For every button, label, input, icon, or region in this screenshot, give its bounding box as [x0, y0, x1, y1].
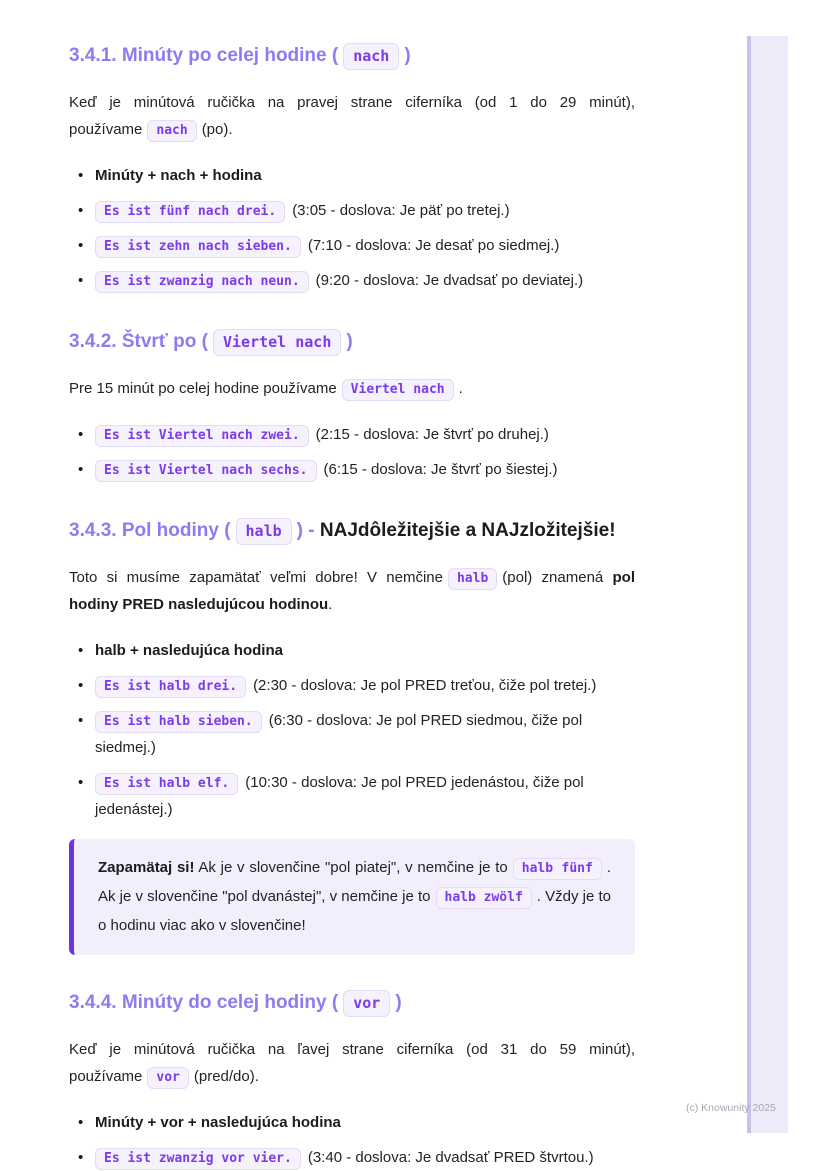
paragraph-text: Keď je minútová ručička na pravej strane ciferníka (od 1 do 29 minút), používame [69, 94, 635, 138]
paragraph-text: (po). [201, 121, 233, 138]
list-item-rule [69, 1109, 635, 1136]
paragraph-text: (pol) znamená [502, 569, 613, 586]
section-heading-342 [69, 328, 635, 356]
watermark: (c) Knowunity 2025 [686, 1102, 776, 1114]
section-3-4-4 [69, 989, 635, 1171]
heading-text: 3.4.4. Minúty do celej hodiny ( [69, 992, 339, 1013]
example-code: Es ist zehn nach sieben. [95, 236, 301, 258]
example-translation: (3:05 - doslova: Je päť po tretej.) [292, 202, 510, 219]
example-code: Es ist zwanzig vor vier. [95, 1148, 301, 1170]
heading-text: ) - [296, 520, 320, 541]
document-page [69, 42, 635, 1171]
section-heading-343 [69, 517, 635, 545]
paragraph-bold-text: pol hodiny PRED nasledujúcou hodinou [69, 569, 635, 613]
heading-text: 3.4.2. Štvrť po ( [69, 331, 208, 352]
example-code: Es ist Viertel nach zwei. [95, 425, 309, 447]
list-item-example [69, 1144, 635, 1171]
example-code: Es ist fünf nach drei. [95, 201, 285, 223]
rule-text: Minúty + nach + hodina [95, 167, 262, 184]
paragraph [69, 89, 635, 143]
callout-text: . Ak je v slovenčine "pol dvanástej", v nemčine je to [98, 859, 611, 905]
example-translation: (9:20 - doslova: Je dvadsať po deviatej.) [315, 272, 584, 289]
list-item-rule [69, 162, 635, 189]
list-item-rule [69, 637, 635, 664]
rule-text: Minúty + vor + nasledujúca hodina [95, 1114, 341, 1131]
example-code: Es ist halb sieben. [95, 711, 262, 733]
list-item-example [69, 456, 635, 483]
paragraph-text: (pred/do). [193, 1068, 259, 1085]
example-translation: (7:10 - doslova: Je desať po siedmej.) [307, 237, 560, 254]
example-translation: (3:40 - doslova: Je dvadsať PRED štvrtou.) [307, 1149, 594, 1166]
bullet-list [69, 421, 635, 483]
section-3-4-3 [69, 517, 635, 955]
bullet-list [69, 1109, 635, 1171]
callout-text: . Vždy je to o hodinu viac ako v slovenčine! [98, 888, 612, 934]
inline-code-halb-fuenf: halb fünf [513, 858, 602, 880]
paragraph-text: . [328, 596, 333, 613]
heading-text: ) [346, 331, 353, 352]
example-translation: (6:15 - doslova: Je štvrť po šiestej.) [323, 461, 558, 478]
heading-text: 3.4.1. Minúty po celej hodine ( [69, 45, 339, 66]
paragraph [69, 1036, 635, 1090]
paragraph-text: Keď je minútová ručička na ľavej strane ciferníka (od 31 do 59 minút), používame [69, 1041, 635, 1085]
list-item-example [69, 232, 635, 259]
inline-code-nach: nach [147, 120, 196, 142]
list-item-example [69, 421, 635, 448]
list-item-example [69, 769, 635, 823]
bullet-list [69, 162, 635, 294]
paragraph-text: . [458, 380, 463, 397]
inline-code-halb-zwoelf: halb zwölf [436, 887, 532, 909]
example-code: Es ist halb elf. [95, 773, 238, 795]
inline-code-vor: vor [343, 990, 390, 1017]
callout-text: Ak je v slovenčine "pol piatej", v nemčine je to [194, 859, 508, 876]
example-translation: (2:15 - doslova: Je štvrť po druhej.) [315, 426, 549, 443]
paragraph-text: Toto si musíme zapamätať veľmi dobre! V nemčine [69, 569, 443, 586]
example-code: Es ist Viertel nach sechs. [95, 460, 317, 482]
heading-emphasis: NAJdôležitejšie a NAJzložitejšie! [319, 520, 616, 541]
heading-text: ) [395, 992, 402, 1013]
callout-title: Zapamätaj si! [98, 859, 195, 876]
example-code: Es ist zwanzig nach neun. [95, 271, 309, 293]
inline-code-viertel-nach: Viertel nach [342, 379, 454, 401]
section-heading-344 [69, 989, 635, 1017]
inline-code-nach: nach [343, 43, 399, 70]
section-3-4-2 [69, 328, 635, 483]
section-3-4-1 [69, 42, 635, 294]
example-translation: (10:30 - doslova: Je pol PRED jedenástou, čiže pol jedenástej.) [95, 774, 584, 818]
list-item-example [69, 672, 635, 699]
example-translation: (6:30 - doslova: Je pol PRED siedmou, čiže pol siedmej.) [95, 712, 583, 756]
list-item-example [69, 707, 635, 761]
page-edge-strip [747, 36, 788, 1133]
list-item-example [69, 267, 635, 294]
paragraph [69, 564, 635, 618]
inline-code-viertel-nach: Viertel nach [213, 329, 341, 356]
inline-code-vor: vor [147, 1067, 188, 1089]
example-code: Es ist halb drei. [95, 676, 246, 698]
paragraph [69, 375, 635, 402]
list-item-example [69, 197, 635, 224]
heading-text: ) [404, 45, 411, 66]
inline-code-halb: halb [236, 518, 292, 545]
inline-code-halb: halb [448, 568, 497, 590]
bullet-list [69, 637, 635, 823]
section-heading-341 [69, 42, 635, 70]
paragraph-text: Pre 15 minút po celej hodine používame [69, 380, 337, 397]
callout-box [69, 839, 635, 955]
heading-text: 3.4.3. Pol hodiny ( [69, 520, 231, 541]
example-translation: (2:30 - doslova: Je pol PRED treťou, čiže pol tretej.) [253, 677, 597, 694]
rule-text: halb + nasledujúca hodina [95, 642, 283, 659]
